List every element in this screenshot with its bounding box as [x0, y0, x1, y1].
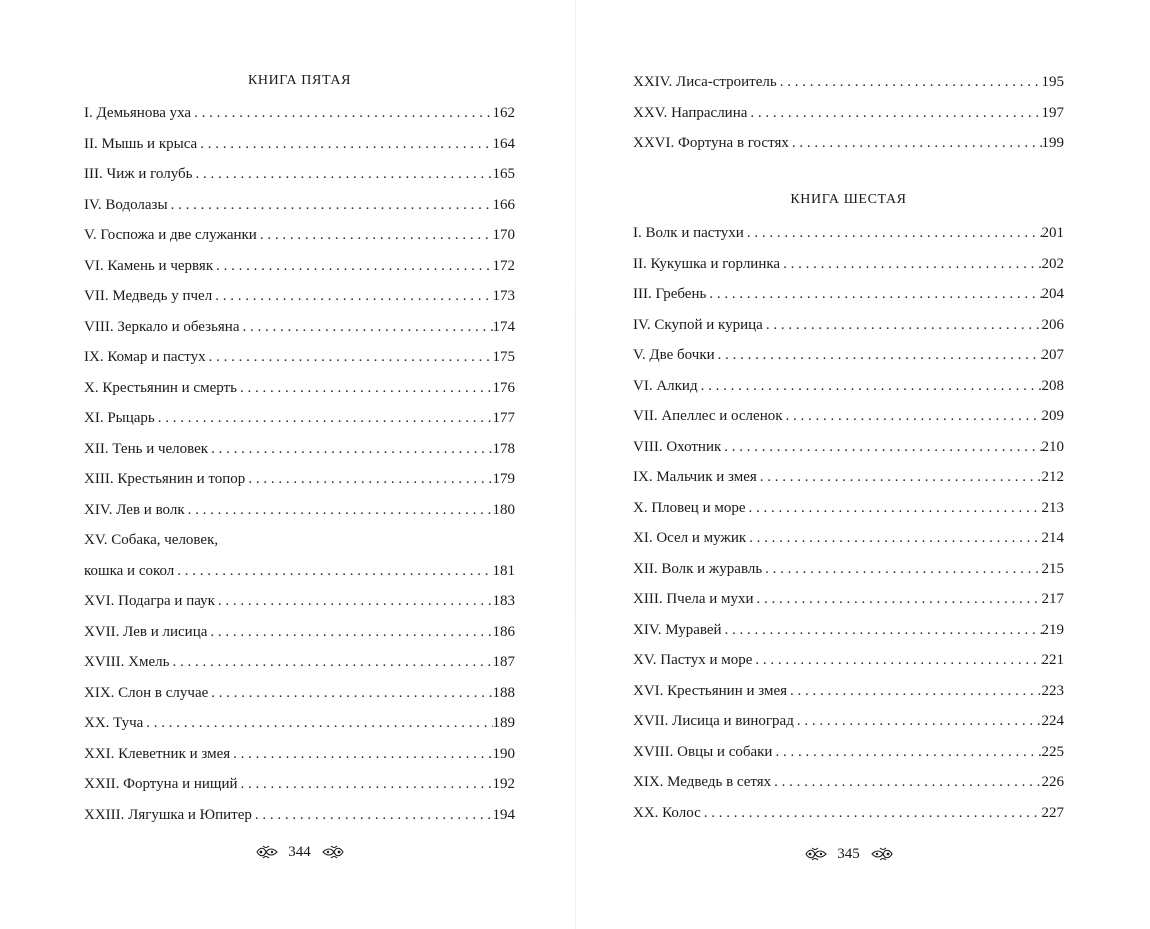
entry-page-number: 178: [492, 440, 515, 457]
entry-page-number: 208: [1041, 377, 1064, 394]
entry-page-number: 213: [1041, 499, 1064, 516]
dot-leader: [215, 586, 493, 617]
entry-title: кошка и сокол: [84, 562, 175, 579]
toc-entry: [633, 432, 1064, 463]
entry-page-number: 207: [1041, 347, 1064, 363]
dot-leader: [212, 281, 492, 312]
entry-title: V. Госпожа и две служанки: [84, 227, 257, 243]
entry-title: II. Кукушка и горлинка: [633, 255, 781, 272]
toc-entry: [84, 647, 515, 678]
entry-page-number: 175: [492, 349, 515, 365]
toc-entry: [633, 340, 1064, 371]
toc-entry: [633, 554, 1064, 585]
entry-page-number: 181: [492, 562, 515, 579]
dot-leader: [252, 800, 493, 831]
dot-leader: [191, 98, 492, 129]
toc-entry: [84, 312, 515, 343]
toc-entry: [84, 708, 515, 739]
dot-leader: [213, 251, 492, 282]
toc-entry: [633, 67, 1064, 98]
entry-page-number: 179: [492, 471, 515, 487]
toc-entry: [633, 249, 1064, 280]
toc-entry: [633, 645, 1064, 676]
toc-entry: [633, 279, 1064, 310]
entry-page-number: 195: [1041, 74, 1064, 90]
entry-page-number: 206: [1041, 316, 1064, 333]
toc-entry: [84, 251, 515, 282]
dot-leader: [174, 556, 492, 587]
entry-title: XXII. Фортуна и нищий: [84, 776, 238, 792]
toc-entry: [633, 737, 1064, 768]
entry-page-number: 183: [492, 593, 515, 609]
entry-title: XIII. Крестьянин и топор: [84, 471, 246, 487]
toc-entry: [633, 401, 1064, 432]
entry-page-number: 204: [1041, 286, 1064, 302]
toc-entry: [84, 678, 515, 709]
entry-title: XV. Пастух и море: [633, 652, 753, 668]
toc-entry: [633, 371, 1064, 402]
entry-title: XIV. Муравей: [633, 621, 722, 638]
toc-entry: [633, 523, 1064, 554]
dot-leader: [783, 401, 1042, 432]
toc-entry: [633, 676, 1064, 707]
entry-title: XVIII. Овцы и собаки: [633, 743, 773, 760]
dot-leader: [155, 403, 493, 434]
entry-page-number: 194: [492, 806, 515, 823]
dot-leader: [701, 798, 1042, 829]
dot-leader: [207, 617, 492, 648]
entry-title: VI. Алкид: [633, 377, 698, 394]
dot-leader: [752, 645, 1041, 676]
dot-leader: [771, 767, 1041, 798]
entry-title: XIX. Медведь в сетях: [633, 774, 772, 790]
page-folio: [84, 839, 515, 863]
toc-entry: [84, 434, 515, 465]
dot-leader: [754, 584, 1042, 615]
dot-leader: [238, 769, 493, 800]
page-folio: [633, 841, 1064, 865]
entry-title: II. Мышь и крыса: [84, 135, 198, 152]
entry-title: XXI. Клеветник и змея: [84, 745, 231, 762]
dot-leader: [777, 67, 1042, 98]
entry-title: XV. Собака, человек,: [84, 532, 219, 548]
dot-leader: [763, 310, 1042, 341]
dot-leader: [772, 737, 1041, 768]
entry-title: XIII. Пчела и мухи: [633, 591, 754, 607]
entry-title: XIX. Слон в случае: [84, 684, 209, 701]
entry-title: VII. Медведь у пчел: [84, 288, 213, 304]
dot-leader: [143, 708, 492, 739]
entry-title: XVI. Крестьянин и змея: [633, 682, 788, 699]
entry-page-number: 223: [1041, 682, 1064, 699]
dot-leader: [698, 371, 1042, 402]
entry-title: VII. Апеллес и осленок: [633, 408, 783, 424]
left-page: [84, 0, 515, 929]
entry-page-number: 197: [1041, 104, 1064, 121]
dot-leader: [239, 312, 492, 343]
entry-title: IV. Водолазы: [84, 196, 168, 213]
entry-page-number: 170: [492, 227, 515, 243]
toc-entry: [633, 798, 1064, 829]
toc-entry: [84, 525, 515, 556]
page-gutter: [575, 0, 576, 929]
dot-leader: [206, 342, 493, 373]
dot-leader: [757, 462, 1042, 493]
entry-title: XX. Колос: [633, 804, 701, 821]
dot-leader: [706, 279, 1041, 310]
toc-entry: [633, 615, 1064, 646]
dot-leader: [185, 495, 493, 526]
toc-entry: [633, 706, 1064, 737]
dot-leader: [746, 493, 1042, 524]
entry-title: XVII. Лев и лисица: [84, 623, 208, 640]
entry-title: XVIII. Хмель: [84, 654, 170, 670]
entry-page-number: 177: [492, 410, 515, 426]
entry-page-number: 215: [1041, 560, 1064, 577]
entry-title: VIII. Зеркало и обезьяна: [84, 318, 240, 335]
entry-title: XII. Тень и человек: [84, 440, 209, 457]
ornament-right-icon: [870, 846, 894, 862]
entry-title: XIV. Лев и волк: [84, 501, 185, 518]
toc-list: [633, 218, 1064, 828]
toc-entry: [633, 310, 1064, 341]
toc-entry: [84, 586, 515, 617]
toc-entry: [84, 129, 515, 160]
toc-entry: [633, 462, 1064, 493]
entry-title: III. Гребень: [633, 286, 707, 302]
dot-leader: [722, 615, 1042, 646]
entry-page-number: 190: [492, 745, 515, 762]
entry-page-number: 210: [1041, 438, 1064, 455]
entry-page-number: 199: [1041, 135, 1064, 151]
toc-entry: [633, 767, 1064, 798]
dot-leader: [169, 647, 492, 678]
dot-leader: [208, 678, 492, 709]
entry-page-number: 192: [492, 776, 515, 792]
entry-page-number: 219: [1041, 621, 1064, 638]
entry-page-number: 174: [492, 318, 515, 335]
dot-leader: [168, 190, 493, 221]
entry-title: I. Демьянова уха: [84, 105, 192, 121]
entry-page-number: 187: [492, 654, 515, 670]
entry-page-number: 214: [1041, 530, 1064, 546]
dot-leader: [794, 706, 1042, 737]
entry-title: V. Две бочки: [633, 347, 715, 363]
entry-title: XI. Осел и мужик: [633, 530, 747, 546]
entry-title: X. Пловец и море: [633, 499, 746, 516]
toc-entry: [84, 464, 515, 495]
entry-page-number: 166: [492, 196, 515, 213]
entry-page-number: 189: [492, 715, 515, 731]
section-heading: КНИГА ПЯТАЯ: [247, 73, 352, 88]
entry-title: XXV. Напраслина: [633, 104, 748, 121]
entry-page-number: 172: [492, 257, 515, 274]
entry-page-number: 226: [1041, 774, 1064, 790]
dot-leader: [762, 554, 1041, 585]
entry-title: X. Крестьянин и смерть: [84, 379, 237, 396]
dot-leader: [237, 373, 493, 404]
entry-page-number: 188: [492, 684, 515, 701]
ornament-left-icon: [255, 844, 279, 860]
toc-list: [84, 98, 515, 830]
dot-leader: [257, 220, 493, 251]
dot-leader: [744, 218, 1042, 249]
toc-entry: [84, 556, 515, 587]
dot-leader: [715, 340, 1042, 371]
ornament-right-icon: [321, 844, 345, 860]
toc-entry: [84, 617, 515, 648]
dot-leader: [208, 434, 492, 465]
dot-leader: [197, 129, 492, 160]
toc-entry: [84, 159, 515, 190]
section-heading: КНИГА ШЕСТАЯ: [790, 192, 907, 207]
entry-page-number: 217: [1041, 591, 1064, 607]
toc-entry: [633, 584, 1064, 615]
page-number: 345: [837, 845, 860, 862]
entry-page-number: 186: [492, 623, 515, 640]
toc-continued-list: [633, 67, 1064, 159]
entry-page-number: 180: [492, 501, 515, 518]
entry-title: IV. Скупой и курица: [633, 316, 763, 333]
entry-title: XVI. Подагра и паук: [84, 593, 215, 609]
entry-page-number: 162: [492, 105, 515, 121]
entry-page-number: 221: [1041, 652, 1064, 668]
entry-page-number: 202: [1041, 255, 1064, 272]
entry-page-number: 225: [1041, 743, 1064, 760]
entry-page-number: 227: [1041, 804, 1064, 821]
ornament-left-icon: [804, 846, 828, 862]
entry-title: IX. Мальчик и змея: [633, 469, 757, 485]
toc-entry: [84, 98, 515, 129]
toc-entry: [84, 769, 515, 800]
entry-title: I. Волк и пастухи: [633, 225, 744, 241]
toc-entry: [633, 98, 1064, 129]
entry-page-number: 224: [1041, 713, 1064, 729]
toc-entry: [84, 403, 515, 434]
toc-entry: [84, 190, 515, 221]
entry-title: XI. Рыцарь: [84, 410, 155, 426]
entry-title: VI. Камень и червяк: [84, 257, 214, 274]
toc-entry: [633, 218, 1064, 249]
entry-page-number: 173: [492, 288, 515, 304]
entry-title: XXIV. Лиса-строитель: [633, 74, 777, 90]
toc-entry: [84, 800, 515, 831]
toc-entry: [84, 739, 515, 770]
page-number: 344: [288, 843, 311, 860]
entry-title: XVII. Лисица и виноград: [633, 713, 794, 729]
entry-title: IX. Комар и пастух: [84, 349, 206, 365]
entry-title: XXVI. Фортуна в гостях: [633, 135, 789, 151]
entry-page-number: 176: [492, 379, 515, 396]
entry-page-number: 164: [492, 135, 515, 152]
right-page: [633, 0, 1064, 929]
toc-entry: [633, 128, 1064, 159]
dot-leader: [193, 159, 493, 190]
toc-entry: [84, 495, 515, 526]
toc-entry: [84, 373, 515, 404]
toc-entry: [84, 220, 515, 251]
entry-page-number: 201: [1041, 225, 1064, 241]
entry-title: XII. Волк и журавль: [633, 560, 763, 577]
toc-entry: [84, 281, 515, 312]
dot-leader: [747, 98, 1041, 129]
entry-page-number: 165: [492, 166, 515, 182]
dot-leader: [230, 739, 492, 770]
dot-leader: [746, 523, 1041, 554]
toc-entry: [84, 342, 515, 373]
entry-title: XXIII. Лягушка и Юпитер: [84, 806, 252, 823]
entry-page-number: 212: [1041, 469, 1064, 485]
dot-leader: [721, 432, 1041, 463]
dot-leader: [780, 249, 1041, 280]
dot-leader: [787, 676, 1041, 707]
entry-title: XX. Туча: [84, 715, 144, 731]
entry-title: III. Чиж и голубь: [84, 166, 193, 182]
entry-page-number: 209: [1041, 408, 1064, 424]
dot-leader: [789, 128, 1042, 159]
dot-leader: [245, 464, 492, 495]
entry-title: VIII. Охотник: [633, 438, 722, 455]
toc-entry: [633, 493, 1064, 524]
